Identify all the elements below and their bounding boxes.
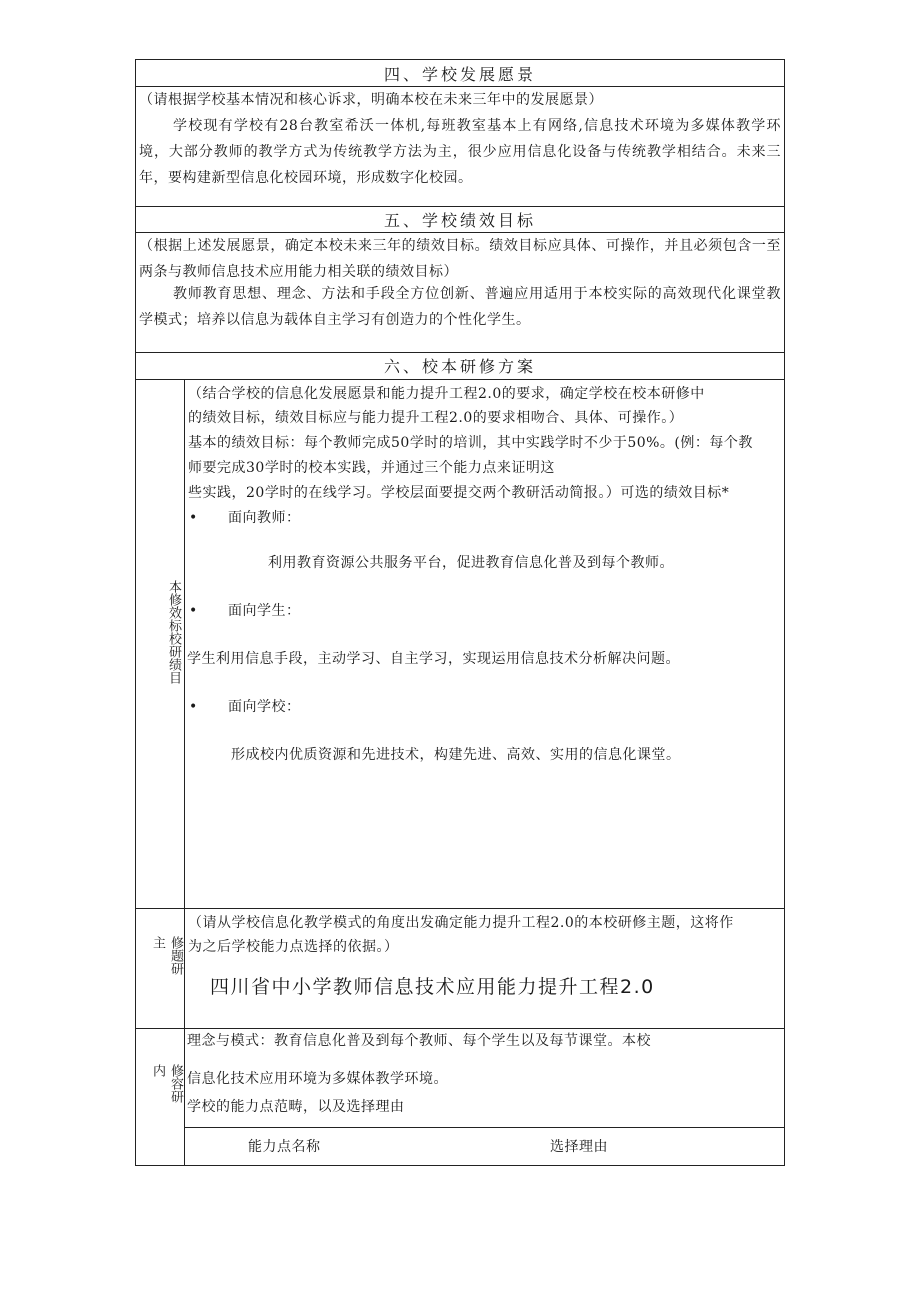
section5-heading: 五、学校绩效目标 (383, 211, 536, 230)
goals-hint-line1: （结合学校的信息化发展愿景和能力提升工程2.0的要求，确定学校在校本研修中 (188, 386, 705, 402)
school-text: 形成校内优质资源和先进技术，构建先进、高效、实用的信息化课堂。 (231, 747, 681, 763)
goals-hint-line2: 的绩效目标，绩效目标应与能力提升工程2.0的要求相吻合、具体、可操作。） (188, 410, 684, 426)
bullet-school: • (189, 699, 198, 715)
goals-basic-line2: 师要完成30学时的校本实践，并通过三个能力点来证明这 (188, 460, 555, 476)
column-header-reason: 选择理由 (550, 1139, 608, 1155)
divider (135, 908, 785, 909)
column-header-ability: 能力点名称 (248, 1139, 321, 1155)
content-line2: 信息化技术应用环境为多媒体教学环境。 (187, 1071, 448, 1087)
section5-body: 教师教育思想、理念、方法和手段全方位创新、普遍应用适用于本校实际的高效现代化课堂教学模式；培养以信息为载体自主学习有创造力的个性化学生。 (139, 286, 781, 328)
theme-title: 四川省中小学教师信息技术应用能力提升工程2.0 (210, 976, 655, 998)
divider (135, 352, 785, 353)
divider (135, 379, 785, 380)
bullet-student: • (189, 603, 198, 619)
divider (184, 1127, 785, 1128)
teacher-text: 利用教育资源公共服务平台，促进教育信息化普及到每个教师。 (268, 555, 674, 571)
section4-hint: （请根据学校基本情况和核心诉求，明确本校在未来三年中的发展愿景） (139, 92, 603, 108)
theme-side-label: 修题研主 (150, 936, 183, 975)
theme-hint-line2: 为之后学校能力点选择的依据。） (188, 939, 399, 955)
school-label: 面向学校： (228, 699, 301, 715)
content-line3: 学校的能力点范畴，以及选择理由 (187, 1099, 405, 1115)
student-label: 面向学生： (228, 603, 301, 619)
section6-heading: 六、校本研修方案 (383, 357, 536, 376)
section4-heading: 四、学校发展愿景 (383, 65, 536, 84)
section4-body: 学校现有学校有28台教室希沃一体机,每班教室基本上有网络,信息技术环境为多媒体教学环境，大部分教师的教学方式为传统教学方法为主，很少应用信息化设备与传统教学相结合。未来三年，要构建新型信息化校园环境，形成数字化校园。 (139, 118, 781, 186)
goals-basic-line1: 基本的绩效目标：每个教师完成50学时的培训，其中实践学时不少于50%。(例：每个教 (188, 435, 753, 451)
section5-hint: （根据上述发展愿景，确定本校未来三年的绩效目标。绩效目标应具体、可操作，并且必须包含一至两条与教师信息技术应用能力相关联的绩效目标） (139, 238, 781, 280)
bullet-teacher: • (189, 510, 198, 526)
student-text: 学生利用信息手段，主动学习、自主学习，实现运用信息技术分析解决问题。 (187, 651, 680, 667)
column-divider (184, 379, 185, 1166)
content-side-label: 修容研内 (150, 1064, 183, 1103)
content-line1: 理念与模式：教育信息化普及到每个教师、每个学生以及每节课堂。本校 (187, 1033, 651, 1049)
goals-side-label: 本修效标校研绩目 (166, 580, 181, 684)
goals-basic-line3: 些实践，20学时的在线学习。学校层面要提交两个教研活动简报。）可选的绩效目标* (188, 485, 730, 501)
divider (135, 206, 785, 207)
theme-hint-line1: （请从学校信息化教学模式的角度出发确定能力提升工程2.0的本校研修主题，这将作 (188, 915, 734, 931)
teacher-label: 面向教师： (228, 510, 301, 526)
